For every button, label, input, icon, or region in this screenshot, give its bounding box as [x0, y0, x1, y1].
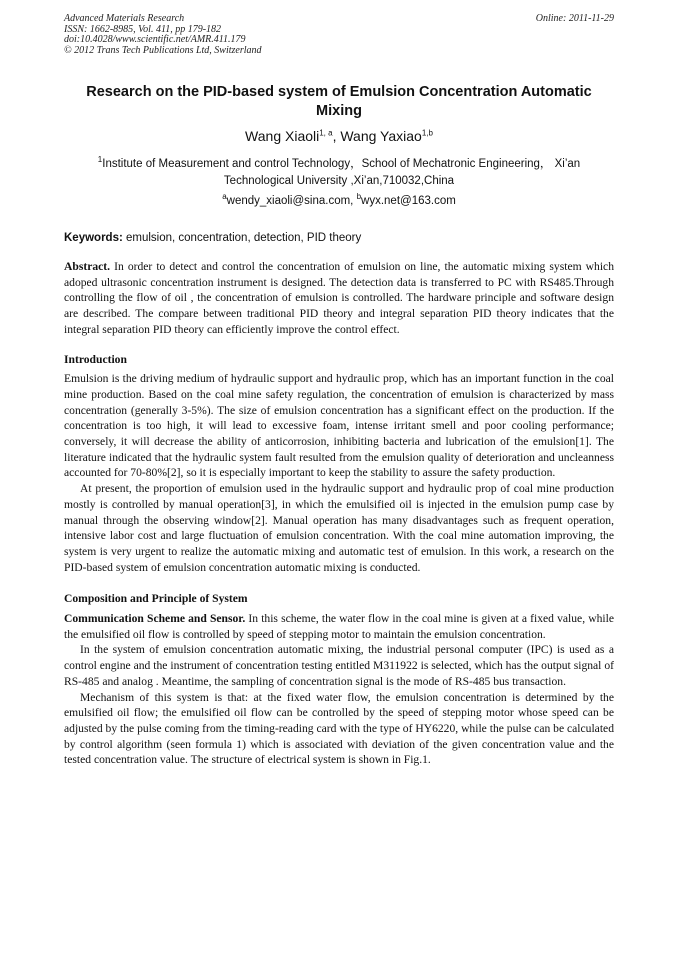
section-heading: Introduction [64, 352, 127, 366]
keywords [64, 230, 614, 247]
keywords-text: emulsion, concentration, detection, PID theory [122, 232, 362, 244]
subsection-lead: Communication Scheme and Sensor. [64, 612, 246, 626]
affiliation-superscript: 1 [97, 155, 103, 165]
copyright-line: © 2012 Trans Tech Publications Ltd, Switzerland [64, 44, 262, 56]
body-paragraph [64, 611, 614, 642]
email-link[interactable]: wyx.net@163.com [361, 195, 456, 207]
author-superscript: 1, a [319, 128, 333, 138]
journal-header [64, 14, 262, 56]
body-paragraph: At present, the proportion of emulsion used in the hydraulic support and hydraulic prop of coal mine production mostly is controlled by manual operation[3], in which the emulsified oil is injected in the emulsion pump case by manual through the observing window[2]. Manual operation has many disadvantages such as frequent operation, intensive labor cost and large fluctuation of emulsion concentration. With the coal mine automation improving, the system is very urgent to realize the automatic mixing and automatic test of emulsion. In this work, a research on the PID-based system of emulsion concentration automatic mixing is conducted. [64, 482, 614, 574]
issn-line: ISSN: 1662-8985, Vol. 411, pp 179-182 [64, 23, 222, 35]
authors-line [64, 127, 614, 145]
author-emails [64, 193, 614, 210]
journal-name: Advanced Materials Research [64, 13, 185, 24]
body-paragraph: Mechanism of this system is that: at the fixed water flow, the emulsion concentration is determined by the emulsified oil flow; the emulsified oil flow can be controlled by the speed of stepping motor whose speed can be adjusted by the pulse coming from the timing-reading card with the type of HY6220, while the pulse can be calculated by control algorithm (seen formula 1) which is associated with deviation of the given concentration value and the tested concentration value. The structure of electrical system is shown in Fig.1. [64, 690, 614, 767]
author-separator: , [332, 128, 341, 144]
affiliation-text: Institute of Measurement and control Technology，School of Mechatronic Engineering， Xi’an Technological University ,Xi’an,710032,China [102, 158, 581, 187]
email-link[interactable]: wendy_xiaoli@sina.com, [226, 195, 357, 207]
abstract-text: In order to detect and control the concentration of emulsion on line, the automatic mixing system which adoped ultrasonic concentration instrument is designed. The detection data is transferred to PC with RS485.Through controlling the flow of oil , the concentration of emulsion is controlled. The hardware principle and software design are described. The compare between traditional PID theory and integral separation PID theory indicates that the integral separation PID theory can efficiently improve the control effect. [64, 260, 614, 336]
doi-line: doi:10.4028/www.scientific.net/AMR.411.179 [64, 34, 246, 45]
paper-title: Research on the PID-based system of Emulsion Concentration Automatic Mixing [86, 84, 592, 119]
email-superscript: a [222, 192, 227, 202]
affiliation [64, 156, 614, 190]
section-heading: Composition and Principle of System [64, 592, 248, 606]
paper-body [64, 259, 614, 768]
body-paragraph: In the system of emulsion concentration automatic mixing, the industrial personal computer (IPC) is used as a control engine and the instrument of concentration testing entitled M311922 is selected, which has the output signal of RS-485 and analog . Meantime, the sampling of concentration signal is the mode of RS-485 bus transaction. [64, 643, 614, 688]
author-superscript: 1,b [421, 128, 433, 138]
author-name: Wang Yaxiao [340, 128, 422, 144]
abstract-paragraph [64, 259, 614, 338]
abstract-label: Abstract. [64, 260, 111, 273]
online-date: Online: 2011-11-29 [535, 13, 614, 24]
keywords-label: Keywords: [64, 232, 123, 244]
body-paragraph: Emulsion is the driving medium of hydraulic support and hydraulic prop, which has an important function in the coal mine production. Based on the coal mine safety regulation, the concentration of emulsion is characterized by mass concentration (generally 3-5%). The size of emulsion concentration has a significant effect on the production. If the concentration is too high, it will lead to excessive foam, intense irritant smell and poor cooling performance; conversely, it will decrease the ability of anticorrosion, inhibiting bacteria and lubrication of the emulsion[1]. The literature indicated that the hydraulic system fault resulted from the emulsion quality of deterioration and uncleanness accounted for 70-80%[2], so it is especially important to keep the stability to assure the safety production. [64, 372, 614, 480]
paragraph-text: In this scheme, the water flow in the coal mine is given at a fixed value, while the emulsified oil flow is controlled by speed of stepping motor to maintain the emulsion concentration. [64, 612, 614, 641]
email-superscript: b [356, 192, 362, 202]
author-name: Wang Xiaoli [245, 128, 320, 144]
